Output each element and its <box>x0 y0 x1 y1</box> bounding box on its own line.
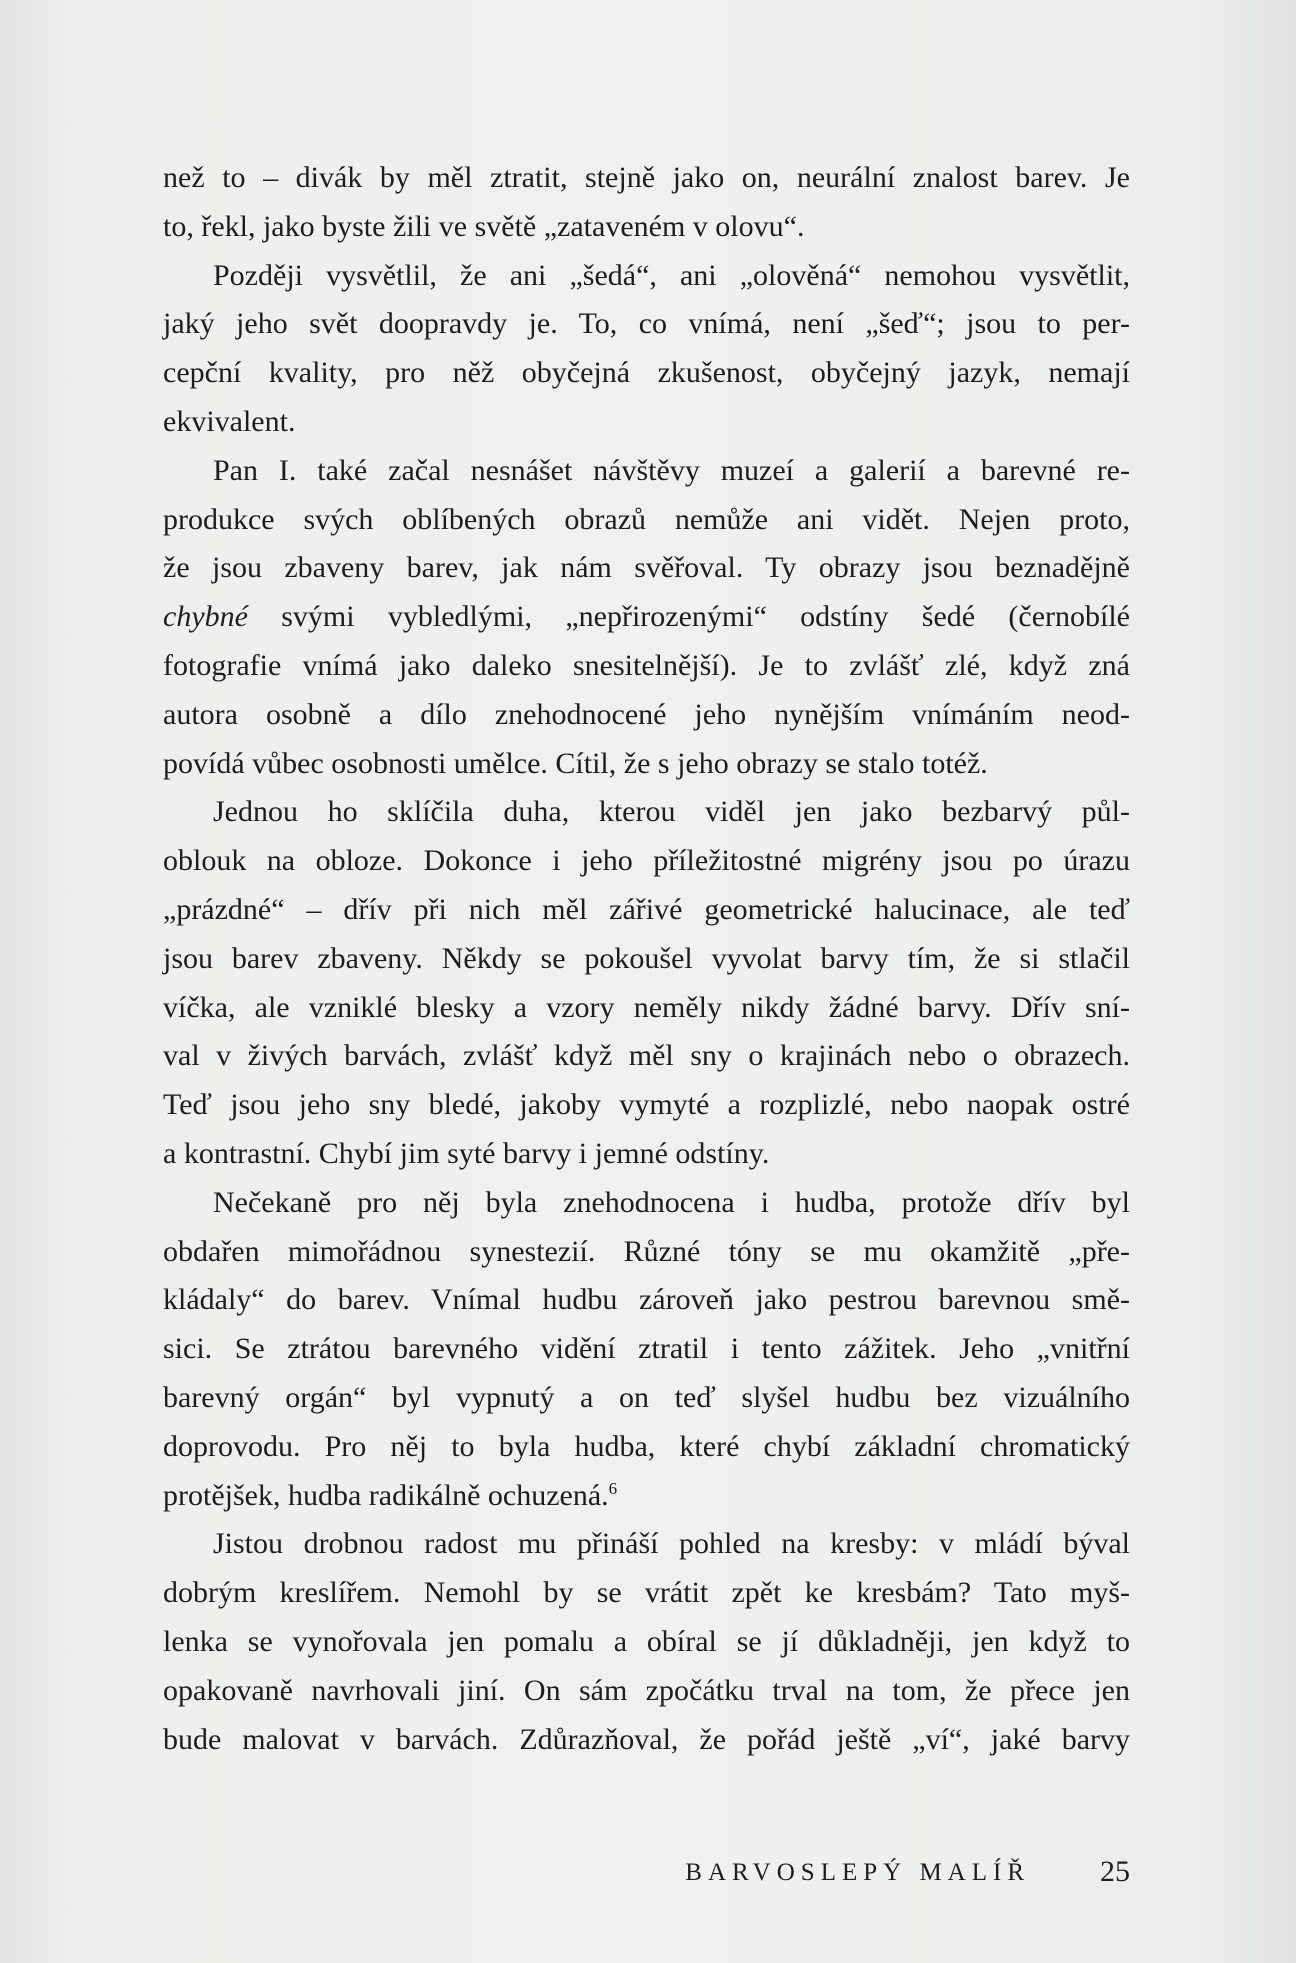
text-segment: svými vybledlými, „nepřirozenými“ odstíny šedé (černobílé <box>247 600 1130 634</box>
text-line: autora osobně a dílo znehodnocené jeho nynějším vnímáním neod- <box>163 697 1130 731</box>
text-line: to, řekl, jako byste žili ve světě „zataveném v olovu“. <box>163 209 805 243</box>
text-line: doprovodu. Pro něj to byla hudba, které chybí základní chromatický <box>163 1429 1130 1463</box>
text-line: opakovaně navrhovali jiní. On sám zpočátku trval na tom, že přece jen <box>163 1673 1130 1707</box>
text-line: dobrým kreslířem. Nemohl by se vrátit zpět ke kresbám? Tato myš- <box>163 1576 1130 1610</box>
text-line: kládaly“ do barev. Vnímal hudbu zároveň jako pestrou barevnou smě- <box>163 1283 1130 1317</box>
text-line: „prázdné“ – dřív při nich měl zářivé geometrické halucinace, ale teď <box>163 892 1130 926</box>
text-line: Jistou drobnou radost mu přináší pohled na kresby: v mládí býval <box>213 1527 1130 1561</box>
text-segment: protějšek, hudba radikálně ochuzená. <box>163 1478 609 1512</box>
text-line: a kontrastní. Chybí jim syté barvy i jemné odstíny. <box>163 1136 770 1170</box>
footnote-marker: 6 <box>608 1478 618 1498</box>
text-line: sici. Se ztrátou barevného vidění ztratil i tento zážitek. Jeho „vnitřní <box>163 1332 1130 1366</box>
text-line: ekvivalent. <box>163 404 296 438</box>
text-line: Později vysvětlil, že ani „šedá“, ani „olověná“ nemohou vysvětlit, <box>213 258 1130 292</box>
text-line: povídá vůbec osobnosti umělce. Cítil, že s jeho obrazy se stalo totéž. <box>163 746 988 780</box>
text-line: jaký jeho svět doopravdy je. To, co vnímá, není „šeď“; jsou to per- <box>163 307 1130 341</box>
text-line: val v živých barvách, zvlášť když měl sny o krajinách nebo o obrazech. <box>163 1039 1130 1073</box>
running-head: BARVOSLEPÝ MALÍŘ <box>685 1859 1030 1886</box>
text-line: barevný orgán“ byl vypnutý a on teď slyšel hudbu bez vizuálního <box>163 1380 1130 1414</box>
text-line: oblouk na obloze. Dokonce i jeho příležitostné migrény jsou po úrazu <box>163 844 1130 878</box>
text-line: Teď jsou jeho sny bledé, jakoby vymyté a rozplizlé, nebo naopak ostré <box>163 1088 1130 1122</box>
text-line: jsou barev zbaveny. Někdy se pokoušel vyvolat barvy tím, že si stlačil <box>163 941 1130 975</box>
text-line <box>163 593 1130 642</box>
text-line: obdařen mimořádnou synestezií. Různé tóny se mu okamžitě „pře- <box>163 1234 1130 1268</box>
text-line: fotografie vnímá jako daleko snesitelnější). Je to zvlášť zlé, když zná <box>163 648 1130 682</box>
text-line: lenka se vynořovala jen pomalu a obíral se jí důkladněji, jen když to <box>163 1624 1130 1658</box>
text-line: produkce svých oblíbených obrazů nemůže ani vidět. Nejen proto, <box>163 502 1130 536</box>
text-line <box>163 1472 1130 1521</box>
emphasized-word: chybné <box>163 600 248 634</box>
page-footer <box>163 1857 1130 1897</box>
text-line: víčka, ale vzniklé blesky a vzory neměly nikdy žádné barvy. Dřív sní- <box>163 990 1130 1024</box>
text-line: Pan I. také začal nesnášet návštěvy muzeí a galerií a barevné re- <box>213 453 1130 487</box>
text-line: Jednou ho sklíčila duha, kterou viděl jen jako bezbarvý půl- <box>213 795 1130 829</box>
text-line: že jsou zbaveny barev, jak nám svěřoval. Ty obrazy jsou beznadějně <box>163 551 1130 585</box>
text-line: Nečekaně pro něj byla znehodnocena i hudba, protože dřív byl <box>213 1185 1130 1219</box>
text-line: cepční kvality, pro něž obyčejná zkušenost, obyčejný jazyk, nemají <box>163 356 1130 390</box>
page-number: 25 <box>1100 1855 1130 1888</box>
text-line: bude malovat v barvách. Zdůrazňoval, že pořád ještě „ví“, jaké barvy <box>163 1722 1130 1756</box>
text-line: než to – divák by měl ztratit, stejně jako on, neurální znalost barev. Je <box>163 161 1130 194</box>
body-text <box>163 154 1130 1764</box>
